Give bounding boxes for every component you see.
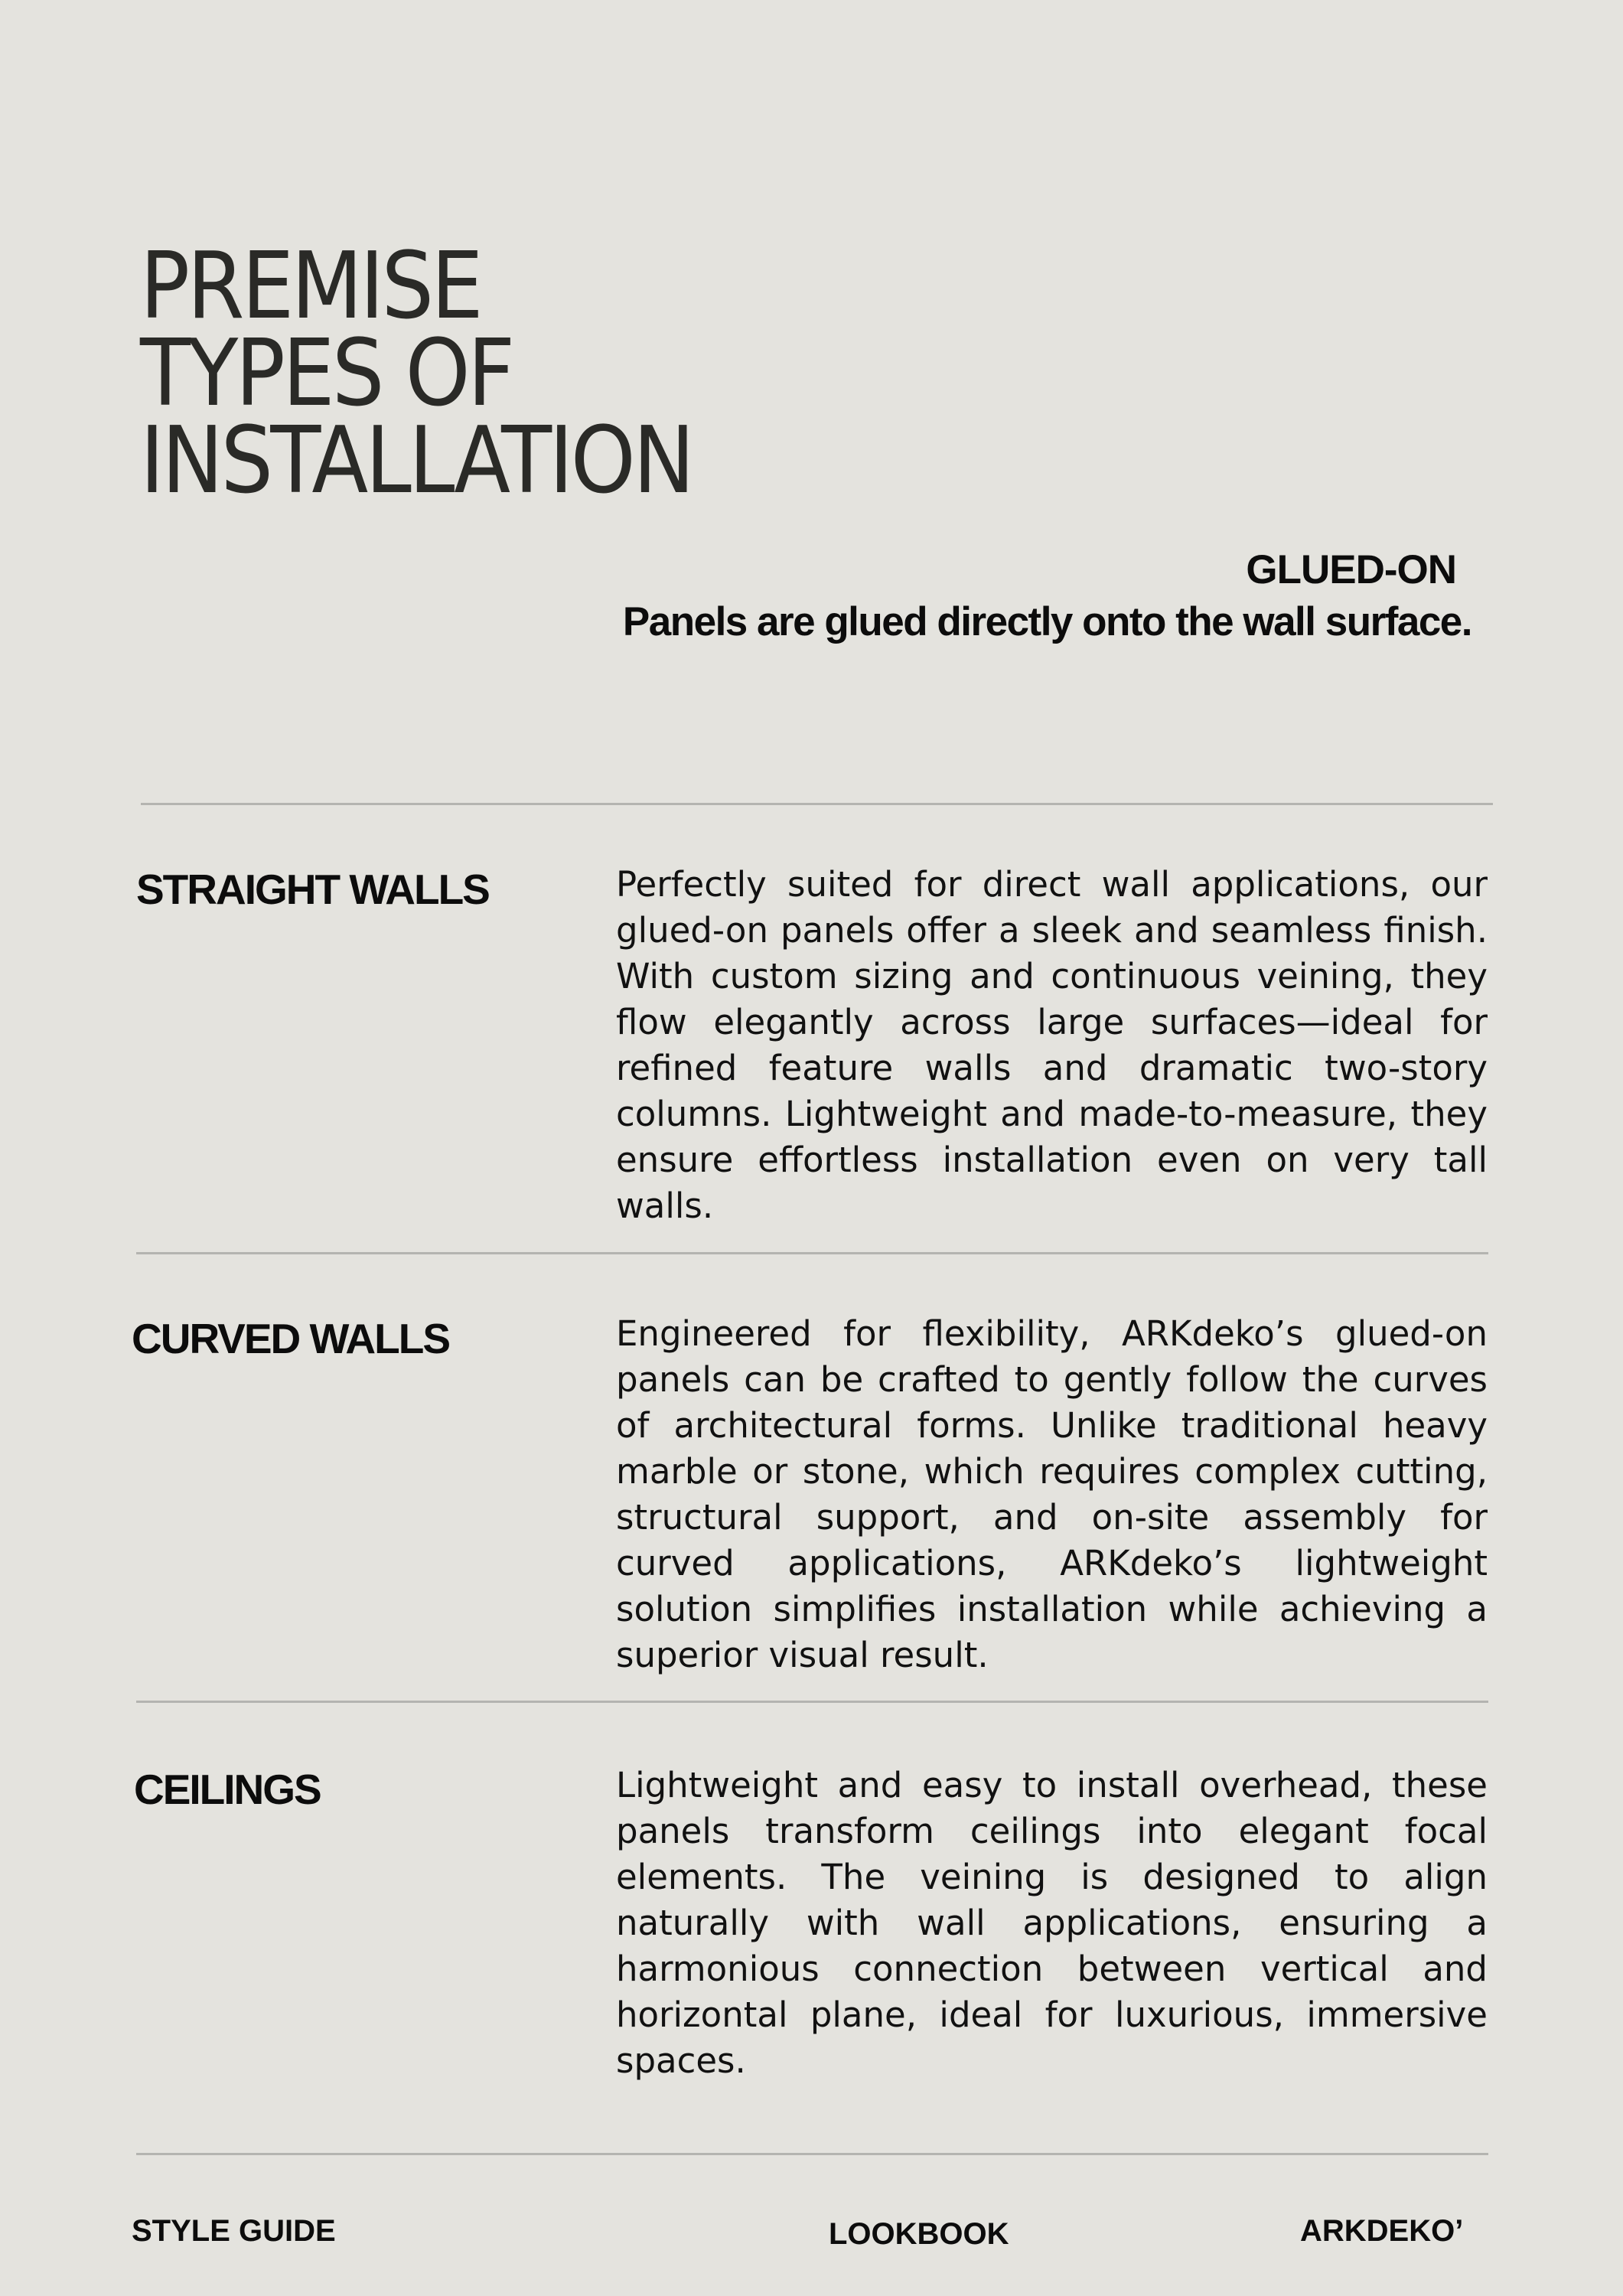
section-heading-curved-walls: CURVED WALLS: [132, 1315, 450, 1362]
page-title-line-2: TYPES OF: [140, 321, 513, 427]
divider-top: [141, 803, 1493, 805]
divider-footer: [136, 2153, 1488, 2155]
page-title-line-3: INSTALLATION: [140, 408, 693, 514]
installation-method-description: Panels are glued directly onto the wall surface.: [622, 599, 1471, 644]
section-heading-ceilings: CEILINGS: [134, 1766, 321, 1813]
footer-style-guide: STYLE GUIDE: [132, 2214, 336, 2248]
page-title: [140, 233, 693, 514]
page-title-line-1: PREMISE: [140, 233, 481, 340]
installation-method-name: GLUED-ON: [1246, 547, 1456, 592]
section-body-curved-walls: Engineered for flexibility, ARKdeko’s glued-on panels can be crafted to gently follow the curves of architectural forms. Unlike traditional heavy marble or stone, which requires complex cutting, structural support, and on-site assembly for curved applications, ARKdeko’s lightweight solution simplifies installation while achieving a superior visual result.: [616, 1313, 1488, 1675]
footer-lookbook: LOOKBOOK: [829, 2217, 1009, 2251]
footer-brand: ARKDEKO’: [1300, 2214, 1464, 2248]
section-heading-straight-walls: STRAIGHT WALLS: [136, 866, 489, 913]
divider-curved-ceilings: [136, 1701, 1488, 1703]
installation-method-block: [623, 543, 1471, 647]
section-body-ceilings: Lightweight and easy to install overhead, these panels transform ceilings into elegant focal elements. The veining is designed to align naturally with wall applications, ensuring a harmonious connection between vertical and horizontal plane, ideal for luxurious, immersive spaces.: [616, 1765, 1488, 2081]
divider-straight-curved: [136, 1252, 1488, 1254]
section-body-straight-walls: Perfectly suited for direct wall applications, our glued-on panels offer a sleek and seamless finish. With custom sizing and continuous veining, they flow elegantly across large surfaces—ideal for refined feature walls and dramatic two-story columns. Lightweight and made-to-measure, they ensure effortless installation even on very tall walls.: [616, 864, 1488, 1226]
